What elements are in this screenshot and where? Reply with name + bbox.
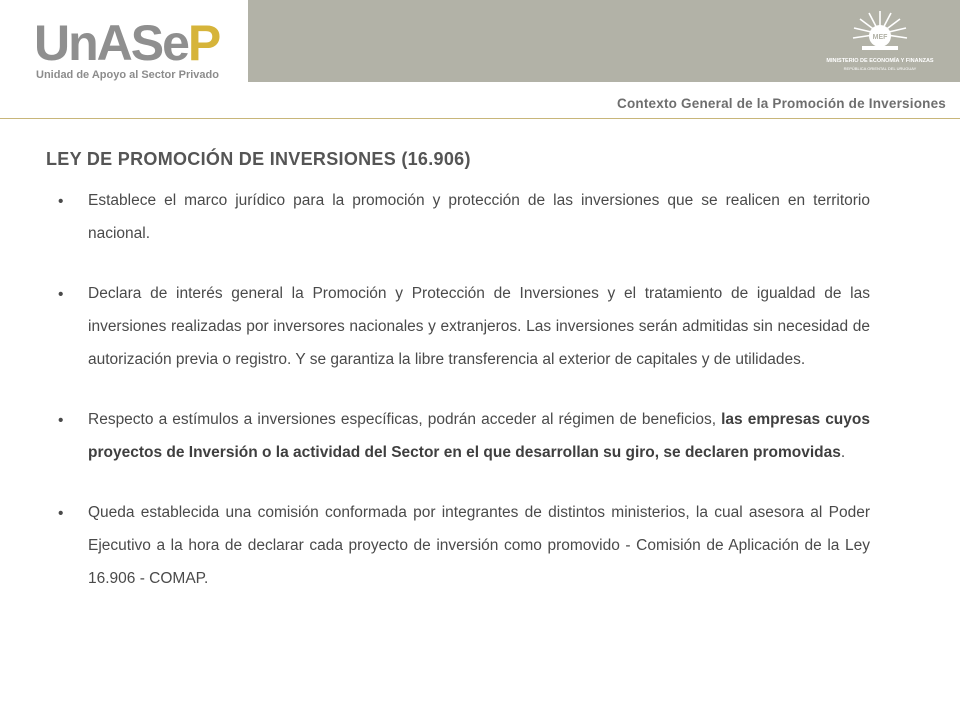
bullet-list [58, 184, 870, 622]
bullet-text-emphasis: las empresas cuyos proyectos de Inversión o la actividad del Sector en el que desarrollan su giro, se declaren promovidas [88, 411, 870, 461]
ministry-line-1: MINISTERIO DE ECONOMÍA Y FINANZAS [826, 58, 934, 64]
bullet-item [58, 184, 870, 250]
header-banner [248, 0, 960, 82]
bullet-text: Declara de interés general la Promoción y Protección de Inversiones y el tratamiento de igualdad de las inversiones realizadas por inversores nacionales y extranjeros. Las inversiones serán admitidas sin necesidad de autorización previa o registro. Y se garantiza la libre transferencia al exterior de capitales y de utilidades. [88, 285, 870, 368]
logo-tagline: Unidad de Apoyo al Sector Privado [36, 69, 219, 81]
bullet-item [58, 403, 870, 469]
ministry-name [820, 58, 940, 72]
bullet-icon: • [58, 193, 64, 210]
bullet-item [58, 496, 870, 595]
ministry-line-2: REPÚBLICA ORIENTAL DEL URUGUAY [843, 66, 917, 71]
logo-wordmark-gold: P [187, 15, 220, 71]
header-divider [0, 118, 960, 119]
logo-wordmark [34, 15, 220, 71]
sun-emblem-icon [850, 8, 910, 56]
bullet-icon: • [58, 412, 64, 429]
unasep-logo [0, 0, 248, 82]
slide-heading: LEY DE PROMOCIÓN DE INVERSIONES (16.906) [46, 149, 471, 169]
bullet-icon: • [58, 505, 64, 522]
ministry-logo [820, 8, 940, 78]
logo-wordmark-gray: UnASe [34, 15, 188, 71]
bullet-icon: • [58, 286, 64, 303]
section-title: Contexto General de la Promoción de Inversiones [617, 96, 946, 111]
bullet-text-lead: Respecto a estímulos a inversiones específicas, podrán acceder al régimen de beneficios, [88, 411, 722, 428]
bullet-text: Establece el marco jurídico para la promoción y protección de las inversiones que se realicen en territorio nacional. [88, 192, 870, 242]
bullet-text [88, 403, 870, 469]
bullet-text: Queda establecida una comisión conformada por integrantes de distintos ministerios, la cual asesora al Poder Ejecutivo a la hora de declarar cada proyecto de inversión como promovido - Comisión de Aplicación de la Ley 16.906 - COMAP. [88, 504, 870, 587]
ministry-emblem-text: MEF [872, 34, 888, 41]
bullet-text-end: . [840, 444, 846, 461]
bullet-item [58, 277, 870, 376]
